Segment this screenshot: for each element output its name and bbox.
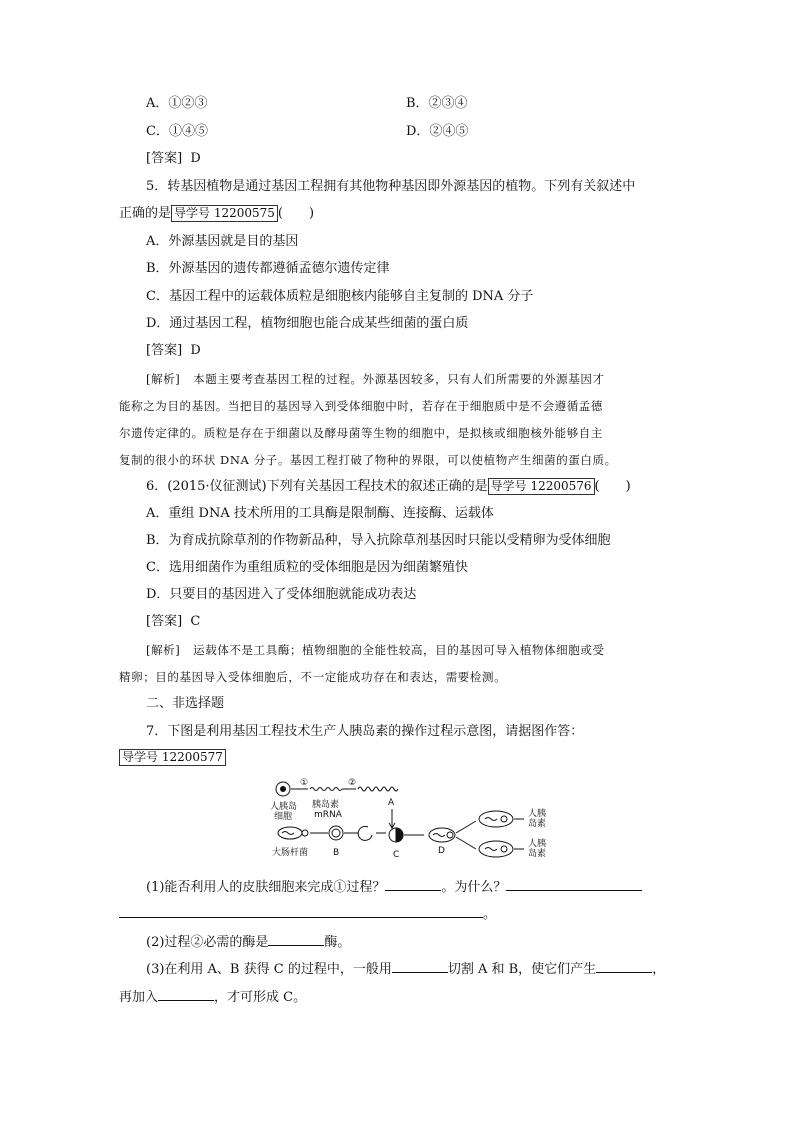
q5-analysis-line2: 能称之为目的基因。当把目的基因导入到受体细胞中时，若存在于细胞质中是不会遵循孟德 [119, 399, 603, 413]
answer-blank[interactable] [506, 876, 642, 891]
q5-analysis-line1: [解析] 本题主要考查基因工程的过程。外源基因较多，只有人们所需要的外源基因才 [146, 372, 605, 386]
q7-sub3-line1: (3)在利用 A、B 获得 C 的过程中，一般用 切割 A 和 B，使它们产生 ， [146, 958, 665, 979]
q6-option-d: D．只要目的基因进入了受体细胞就能成功表达 [146, 587, 417, 602]
q7-code-row [119, 749, 226, 767]
label-b: B [333, 848, 340, 858]
mrna-wave-icon [310, 788, 342, 791]
answer-value: D [190, 343, 201, 358]
product-1-label-a: 人胰 [528, 809, 547, 819]
human-cell-label-1: 人胰岛 [270, 802, 298, 812]
q6-analysis-line2: 精卵；目的基因导入受体细胞后，不一定能成功存在和表达，需要检测。 [119, 670, 507, 684]
analysis-label: [解析] [146, 372, 181, 386]
ecoli-label: 大肠杆菌 [272, 848, 309, 858]
answer-value: C [190, 614, 201, 629]
ecoli-icon [278, 827, 302, 839]
q5-analysis-line3: 尔遗传定律的。质粒是存在于细菌以及酵母菌等生物的细胞中，是拟核或细胞核外能够自主 [119, 426, 603, 440]
q7-sub3-line2: 再加入 ，才可形成 C。 [119, 986, 306, 1007]
answer-value: D [190, 151, 201, 166]
answer-blank[interactable] [596, 958, 652, 973]
q5-stem-line1: 5．转基因植物是通过基因工程拥有其他物种基因即外源基因的植物。下列有关叙述中 [146, 179, 636, 194]
analysis-label: [解析] [146, 643, 181, 657]
q5-option-a: A．外源基因就是目的基因 [146, 234, 299, 249]
q4-option-a: A．①②③ [146, 96, 208, 111]
q7-stem: 7．下图是利用基因工程技术生产人胰岛素的操作过程示意图，请据图作答： [146, 724, 584, 739]
step2-label: ② [348, 778, 357, 788]
plasmid-b-icon [329, 826, 343, 840]
label-d: D [438, 846, 445, 856]
human-cell-label-2: 细胞 [274, 812, 293, 822]
step1-label: ① [300, 778, 309, 788]
q6-analysis-line1: [解析] 运载体不是工具酶；植物细胞的全能性较高，目的基因可导入植物体细胞或受 [146, 643, 605, 657]
q6-option-b: B．为育成抗除草剂的作物新品种，导入抗除草剂基因时只能以受精卵为受体细胞 [146, 533, 611, 548]
section-title: 二、非选择题 [146, 696, 225, 711]
cloned-bacterium-1-icon [479, 811, 513, 827]
q7-sub2: (2)过程②必需的酶是 酶。 [146, 931, 350, 952]
q5-stem-prefix: 正确的是 [119, 206, 172, 221]
q7-code-box: 导学号 12200577 [119, 749, 226, 766]
q5-analysis-line4: 复制的很小的环状 DNA 分子。基因工程打破了物种的界限，可以使植物产生细菌的蛋白质。 [119, 453, 617, 467]
product-2-label-b: 岛素 [528, 849, 547, 859]
q7-sub1-line2: 。 [119, 903, 496, 924]
label-c: C [393, 850, 400, 860]
insulin-label: 胰岛素 [312, 800, 340, 810]
answer-blank[interactable] [385, 876, 441, 891]
product-1-label-b: 岛素 [528, 819, 547, 829]
q7-sub1-line1: (1)能否利用人的皮肤细胞来完成①过程？ 。为什么？ [146, 876, 642, 897]
q6-code-box: 导学号 12200576 [488, 478, 595, 495]
recombinant-bacterium-d-icon [429, 828, 455, 842]
answer-label: [答案] [146, 151, 183, 166]
mrna-label: mRNA [314, 810, 342, 820]
insulin-process-diagram [270, 775, 560, 865]
answer-blank[interactable] [158, 986, 214, 1001]
q5-stem-line2 [119, 205, 314, 223]
q6-option-c: C．选用细菌作为重组质粒的受体细胞是因为细菌繁殖快 [146, 560, 468, 575]
q5-option-b: B．外源基因的遗传都遵循孟德尔遗传定律 [146, 261, 390, 276]
gene-a-coil-icon [358, 787, 398, 791]
label-a: A [388, 798, 395, 808]
answer-blank[interactable] [119, 903, 483, 918]
q5-answer-row [146, 342, 201, 360]
q6-answer-row [146, 613, 200, 631]
product-2-label-a: 人胰 [528, 839, 547, 849]
q4-option-c: C．①④⑤ [146, 124, 208, 139]
q5-paren: ( ) [277, 206, 315, 221]
cloned-bacterium-2-icon [479, 841, 513, 857]
q6-option-a: A．重组 DNA 技术所用的工具酶是限制酶、连接酶、运载体 [146, 506, 494, 521]
q6-stem: 6．(2015·仪征测试)下列有关基因工程技术的叙述正确的是 导学号 12200576 ( ) [146, 479, 631, 494]
q5-option-c: C．基因工程中的运载体质粒是细胞核内能够自主复制的 DNA 分子 [146, 289, 534, 304]
q4-option-b: B．②③④ [406, 96, 468, 111]
q5-option-d: D．通过基因工程，植物细胞也能合成某些细菌的蛋白质 [146, 316, 469, 331]
q4-option-d: D．②④⑤ [406, 124, 469, 139]
q4-answer-row [146, 150, 201, 168]
q5-code-box: 导学号 12200575 [171, 205, 278, 222]
cut-plasmid-icon [358, 826, 372, 840]
answer-label: [答案] [146, 614, 183, 629]
answer-label: [答案] [146, 343, 183, 358]
answer-blank[interactable] [268, 931, 324, 946]
answer-blank[interactable] [392, 958, 448, 973]
